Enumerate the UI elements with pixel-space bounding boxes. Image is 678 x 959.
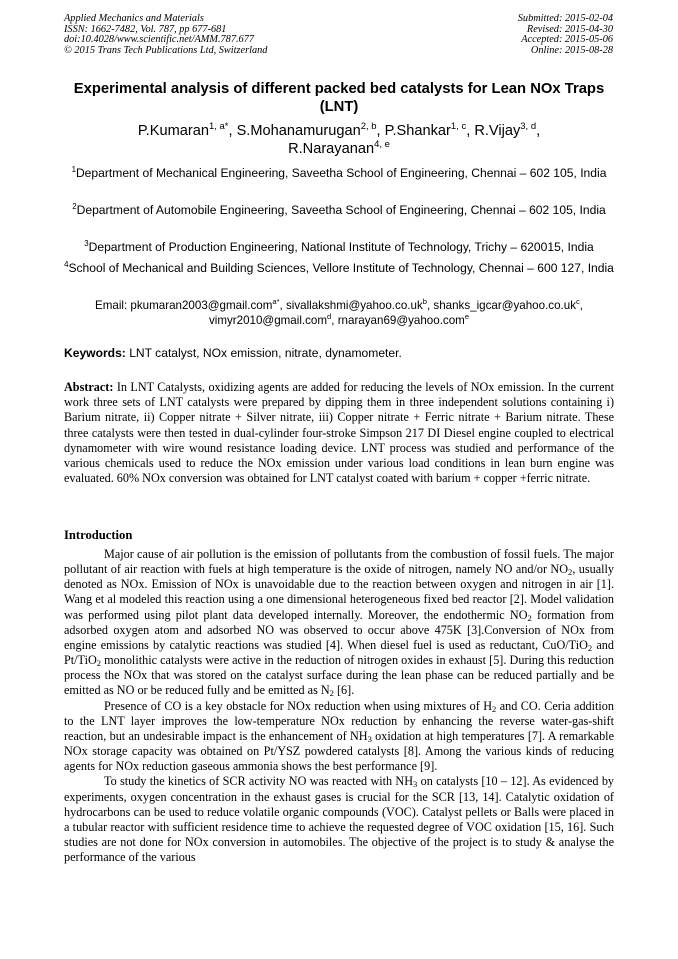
email-link[interactable]: rnarayan69@yahoo.com [337,314,465,327]
journal-doi: doi:10.4028/www.scientific.net/AMM.787.677 [64,34,254,46]
paper-title: Experimental analysis of different packed bed catalysts for Lean NOx Traps (LNT) [73,81,605,115]
text-run: and Pt/TiO [64,637,614,668]
paragraph [64,774,614,865]
subscript: 2 [587,643,593,654]
email-mark: e [464,312,470,322]
abstract-label: Abstract: [64,380,114,394]
author-name: P.Shankar [384,123,451,139]
text-run: Presence of CO is a key obstacle for NOx reduction when using mixtures of H [104,698,493,713]
subscript: 2 [329,688,334,699]
section-heading: Introduction [64,528,133,542]
subscript: 2 [96,658,102,669]
keywords-label: Keywords: [64,346,126,360]
email-link[interactable]: sivallakshmi@yahoo.co.uk [285,299,423,312]
author-name: R.Vijay [474,123,521,139]
journal-copyright: © 2015 Trans Tech Publications Ltd, Switzerland [64,44,268,56]
paragraph [64,547,614,699]
affiliation-text: Department of Production Engineering, National Institute of Technology, Trichy – 620015, India [88,240,594,254]
email-mark: d [327,312,332,322]
email-mark: b [422,297,427,307]
subscript: 3 [413,779,418,790]
author-affiliation-mark: 1, c [450,121,467,133]
email-link[interactable]: vimyr2010@gmail.com [208,314,328,327]
affiliation [64,203,614,218]
subscript: 3 [367,734,372,744]
text-run: oxidation at high temperatures [7]. A remarkable NOx storage capacity was obtained on Pt/YSZ powdered catalysts [8]. Among the various kinds of reducing agents for NOx reduction gaseous ammonia shows the best performance [9]. [64,728,614,774]
journal-info [64,14,267,56]
author-name: R.Narayanan [288,141,375,157]
subscript: 2 [568,567,573,578]
author-list [64,122,614,158]
author-affiliation-mark: 2, b [360,121,377,133]
subscript: 2 [492,703,497,714]
email-separator: , [579,299,584,312]
author-separator: , [376,123,385,139]
author-separator: , [228,123,237,139]
author-affiliation-mark: 1, a* [208,121,229,133]
keywords-text: LNT catalyst, NOx emission, nitrate, dynamometer. [125,346,402,360]
text-run: formation from adsorbed oxygen atom and adsorbed NO was observed to occur above 475K [3].Conversion of NOx from engine emissions by catalytic reactions was studied [4]. When diesel fuel is used as reductant, CuO/TiO [64,607,614,652]
text-run: on catalysts [10 – 12]. As evidenced by experiments, oxygen concentration in the exhaust gases is crucial for the SCR [13, 14]. Catalytic oxidation of hydrocarbons can be used to reduce volatile organic compounds (VOC). Catalyst pellets or Balls were placed in a tubular reactor with sufficient residence time to achieve the requested degree of VOC oxidation [15, 16]. Such studies are not done for NOx conversion in automobiles. The objective of the project is to study & analyse the performance of the various [64,774,615,865]
online-date: Online: 2015-08-28 [530,44,613,56]
revised-date: Revised: 2015-04-30 [526,23,613,35]
affiliation-number: 1 [71,164,76,174]
author-separator: , [536,123,541,139]
author-name: S.Mohanamurugan [236,123,361,139]
journal-name: Applied Mechanics and Materials [64,13,204,24]
text-run: and CO. Ceria addition to the LNT layer improves the low-temperature NOx reduction by enhancing the reverse water-gas-shift reaction, but an undesirable impact is the enhancement of NH [64,698,614,743]
abstract [64,380,614,486]
affiliation-text: Department of Automobile Engineering, Saveetha School of Engineering, Chennai – 602 105, India [76,203,606,217]
text-run: [6]. [333,683,355,698]
author-affiliation-mark: 3, d [520,121,537,133]
submitted-date: Submitted: 2015-02-04 [517,13,613,24]
affiliation-number: 3 [84,238,89,248]
email-label: Email: [94,299,131,312]
abstract-text: In LNT Catalysts, oxidizing agents are added for reducing the levels of NOx emission. In the current work three sets of LNT catalysts were prepared by dipping them in three independent solutions containing i) Barium nitrate, ii) Copper nitrate + Silver nitrate, iii) Copper nitrate + Ferric nitrate + Barium nitrate. These three catalysts were then tested in dual-cylinder four-stroke Simpson 217 DI Diesel engine coupled to electrical dynamometer with wire wound resistance loading device. LNT process was studied and performance of the various chemicals used to reduce the NOx emission under various load conditions in lean burn engine was evaluated. 60% NOx conversion was obtained for LNT catalyst coated with barium + copper +ferric nitrate. [64,380,614,486]
submission-dates [518,14,613,56]
text-run: , usually denoted as NOx. Emission of NOx is unavoidable due to the reaction between oxygen and nitrogen in air [1]. Wang et al modeled this reaction using a one dimensional heterogeneous fixed bed reactor [2]. Model validation was performed using pilot plant data developed internally. Moreover, the endothermic NO [64,562,614,622]
email-separator: , [331,314,338,327]
affiliation [64,240,614,255]
paragraph [64,699,614,775]
affiliation [64,166,614,181]
email-separator: , [426,299,434,312]
affiliation-text: Department of Mechanical Engineering, Saveetha School of Engineering, Chennai – 602 105, India [75,166,607,180]
text-run: monolithic catalysts were active in the reduction of nitrogen oxides in exhaust [5]. During this reduction process the NOx that was stored on the catalyst surface during the lean phase can be reduced partially and be emitted as NO or be reduced fully and be emitted as N [64,653,614,698]
text-run: Major cause of air pollution is the emission of pollutants from the combustion of fossil fuels. The major pollutant of air reaction with fuels at high temperature is the oxide of nitrogen, namely NO and/or NO [64,547,614,577]
text-run: To study the kinetics of SCR activity NO was reacted with NH [104,774,414,789]
accepted-date: Accepted: 2015-05-06 [521,34,613,46]
email-link[interactable]: pkumaran2003@gmail.com [130,299,273,312]
keywords [64,346,614,361]
email-list [64,298,614,328]
introduction-body [64,547,614,865]
author-affiliation-mark: 4, e [374,139,390,151]
subscript: 2 [527,612,532,623]
email-link[interactable]: shanks_igcar@yahoo.co.uk [433,299,577,312]
email-mark: c [576,297,580,307]
journal-issn: ISSN: 1662-7482, Vol. 787, pp 677-681 [64,23,227,35]
affiliation-text: School of Mechanical and Building Sciences, Vellore Institute of Technology, Chennai – 600 127, India [68,261,614,275]
affiliation-number: 2 [72,201,77,211]
author-separator: , [466,123,475,139]
affiliation-number: 4 [64,259,69,269]
email-separator: , [279,299,286,312]
author-name: P.Kumaran [137,123,209,139]
affiliation [64,261,614,276]
email-mark: a* [272,297,280,307]
